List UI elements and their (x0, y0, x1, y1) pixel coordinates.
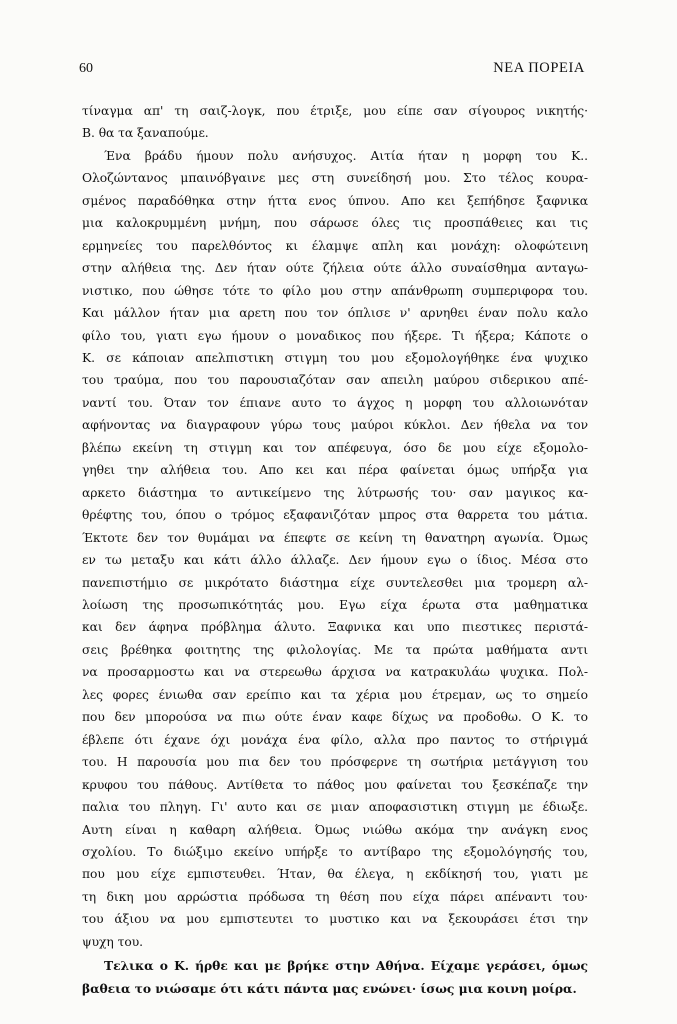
text-line: πανεπιστήμιο σε μικρότατο διάστημα είχε συντελεσθει μια τρομερη αλ- (82, 575, 588, 590)
page-header (79, 60, 585, 82)
text-line: αρκετο διάστημα το αντικείμενο της λύτρωσής του· σαν μαγικος κα- (82, 485, 588, 500)
text-line: γηθει την αλήθεια του. Απο κει και πέρα φαίνεται όμως υπήρξα για (82, 463, 588, 478)
text-line: τη δικη μου αρρώστια πρόδωσα τη θέση που είχα πάρει απέναντι του· (82, 889, 588, 904)
text-line: λοίωση της προσωπικότητάς μου. Εγω είχα έρωτα στα μαθηματικα (82, 597, 588, 612)
text-line: του τραύμα, που του παρουσιαζόταν σαν απειλη μαύρου σιδερικου απέ- (82, 373, 588, 388)
running-title: ΝΕΑ ΠΟΡΕΙΑ (493, 60, 585, 76)
text-line: φίλο του, γιατι εγω ήμουν ο μοναδικος που ήξερε. Τι ήξερα; Κάποτε ο (82, 328, 588, 343)
text-line: βλέπω εκείνη τη στιγμη και τον απέφευγα, όσο δε μου είχε εξομολο- (82, 440, 588, 455)
text-line: στην αλήθεια της. Δεν ήταν ούτε ζήλεια ούτε άλλο συναίσθημα ανταγω- (82, 261, 588, 276)
text-line: αφήνοντας να διαγραφουν γύρω τους μαύροι κύκλοι. Δεν ήθελα να τον (82, 418, 588, 433)
text-line: σμένος παραδόθηκα στην ήττα ενος ύπνου. Απο κει ξεπήδησε ξαφνικα (82, 193, 588, 208)
text-line: νιστικο, που ώθησε τότε το φίλο μου στην απάνθρωπη συμπεριφορα του. (82, 283, 588, 298)
text-line: τίναγμα απ' τη σαιζ-λογκ, που έτριξε, μου είπε σαν σίγουρος νικητής· (82, 104, 588, 118)
text-line: Αυτη είναι η καθαρη αλήθεια. Όμως νιώθω ακόμα την ανάγκη ενος (82, 822, 588, 837)
text-line: Κ. σε κάποιαν απελπιστικη στιγμη του μου εξομολογήθηκε ένα ψυχικο (82, 350, 588, 365)
paragraph-1 (82, 100, 588, 145)
page-number: 60 (79, 61, 93, 76)
text-line: Ολοζώντανος μπαινόβγαινε μες στη συνείδησή μου. Στο τέλος κουρα- (82, 171, 588, 186)
text-line: ναντί του. Όταν τον έπιανε αυτο το άγχος η μορφη του αλλοιωνόταν (82, 395, 588, 410)
text-line: Τελικα ο Κ. ήρθε και με βρήκε στην Αθήνα. Είχαμε γεράσει, όμως (104, 958, 588, 974)
text-line: βαθεια το νιώσαμε ότι κάτι πάντα μας ενώνει· ίσως μια κοινη μοίρα. (82, 980, 577, 996)
text-line: Και μάλλον ήταν μια αρετη που τον όπλισε ν' αρνηθει έναν πολυ καλο (82, 306, 588, 321)
text-line: μια καλοκρυμμένη μνήμη, που σάρωσε όλες τις προσπάθειες και τις (82, 216, 588, 231)
text-line: που δεν μπορούσα να πιω ούτε έναν καφε δίχως να προδοθω. Ο Κ. το (82, 710, 588, 725)
text-line: του άξιου να μου εμπιστευτει το μυστικο και να ξεκουράσει έτσι την (82, 912, 588, 927)
text-line: να προσαρμοστω και να στερεωθω άρχισα να κατρακυλάω ψυχικα. Πολ- (82, 665, 588, 680)
text-line: ερμηνείες του παρελθόντος κι έλαμψε απλη και μονάχη: ολοφώτεινη (82, 238, 588, 253)
body-text (82, 100, 588, 1000)
text-line: έβλεπε ότι έχανε όχι μονάχα ένα φίλο, αλλα προ παντος το στήριγμά (82, 732, 588, 747)
text-line: Έκτοτε δεν τον θυμάμαι να έπεφτε σε κείνη τη θανατηρη αγωνία. Όμως (82, 530, 588, 545)
text-line: σεις βρέθηκα φοιτητης της φιλολογίας. Με τα πρώτα μαθήματα αντι (82, 642, 588, 657)
text-line: του. Η παρουσία μου πια δεν του πρόσφερνε τη σωτήρια μετάγγιση του (82, 755, 588, 770)
text-line: κρυφου του πάθους. Αντίθετα το πάθος μου φαίνεται του ξεσκέπαζε την (82, 777, 588, 792)
text-line: σχολίου. Το διώξιμο εκείνο υπήρξε το αντίβαρο της εξομολόγησής του, (82, 844, 588, 859)
text-line: θρέφτης του, όπου ο τρόμος εξαφανιζόταν μπρος στα θαρρετα του μάτια. (82, 508, 588, 523)
paragraph-3 (82, 955, 588, 1000)
text-line: και δεν άφηνα πρόβλημα άλυτο. Ξαφνικα και υπο πιεστικες περιστά- (82, 620, 588, 635)
text-line: Ένα βράδυ ήμουν πολυ ανήσυχος. Αιτία ήταν η μορφη του Κ.. (104, 148, 588, 163)
text-line: εν τω μεταξυ και κάτι άλλο άλλαζε. Δεν ήμουν εγω ο ίδιος. Μέσα στο (82, 553, 588, 568)
text-line: Β. θα τα ξαναπούμε. (82, 126, 209, 141)
text-line: ψυχη του. (82, 934, 143, 949)
text-line: παλια του πληγη. Γι' αυτο και σε μιαν αποφασιστικη στιγμη με έδιωξε. (82, 800, 588, 815)
text-line: που μου είχε εμπιστευθει. Ήταν, θα έλεγα, η εκδίκησή του, γιατι με (82, 867, 588, 882)
text-line: λες φορες ένιωθα σαν ερείπιο και τα χέρια μου έτρεμαν, ως το σημείο (82, 687, 588, 702)
paragraph-2 (82, 145, 588, 953)
